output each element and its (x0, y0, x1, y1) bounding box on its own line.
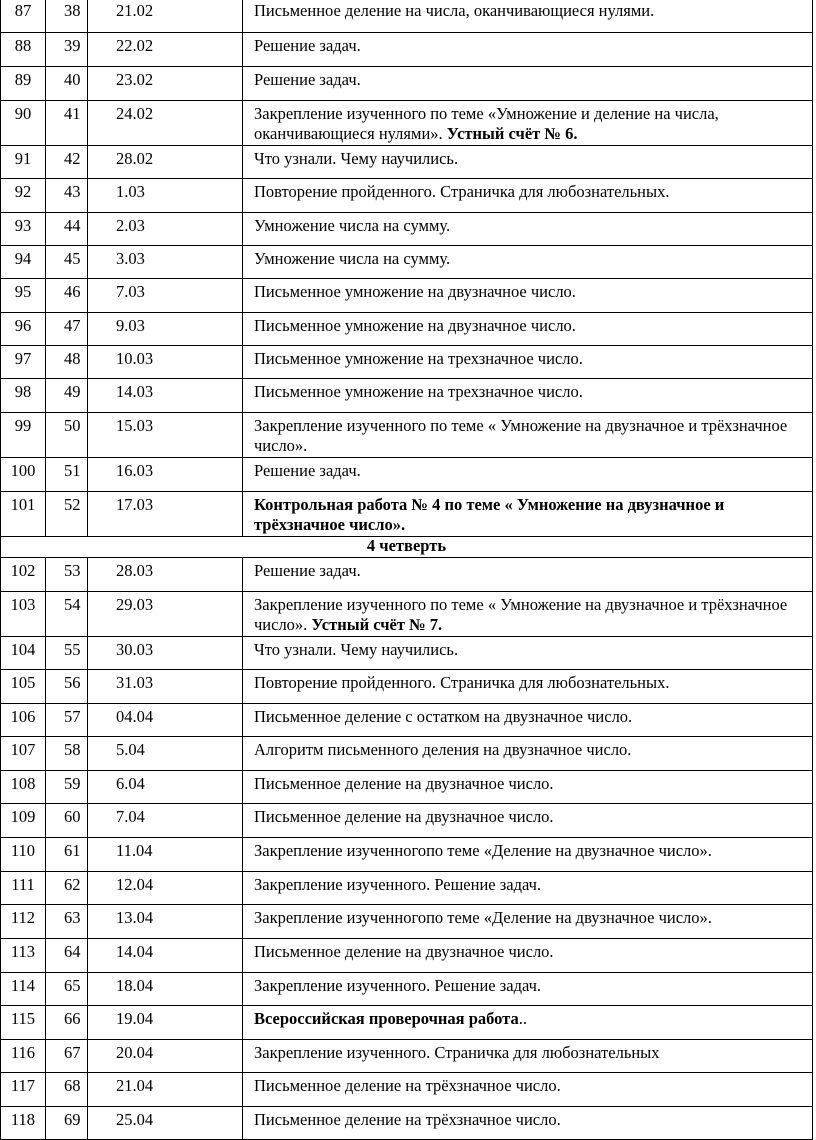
lesson-number: 106 (1, 704, 46, 737)
topic-text: Письменное умножение на двузначное число. (254, 282, 576, 301)
lesson-topic-text (254, 942, 812, 962)
lesson-date: 3.03 (88, 246, 243, 279)
topic-number: 45 (46, 246, 88, 279)
lesson-number: 101 (1, 492, 46, 537)
table-row (1, 1073, 813, 1107)
lesson-number: 98 (1, 379, 46, 413)
lesson-number: 100 (1, 458, 46, 492)
lesson-topic (243, 492, 813, 537)
topic-number: 51 (46, 458, 88, 492)
topic-number: 54 (46, 592, 88, 637)
lesson-topic-text (254, 249, 812, 269)
topic-text: Закрепление изученного. Страничка для любознательных (254, 1043, 660, 1062)
quarter-header-row (1, 537, 813, 558)
lesson-topic (243, 413, 813, 458)
lesson-number: 93 (1, 213, 46, 246)
table-row (1, 771, 813, 804)
lesson-topic (243, 838, 813, 872)
lesson-topic (243, 101, 813, 146)
lesson-topic (243, 246, 813, 279)
topic-text: Письменное умножение на трехзначное число. (254, 349, 583, 368)
lesson-topic-text (254, 70, 812, 90)
lesson-number: 110 (1, 838, 46, 872)
lesson-number: 112 (1, 905, 46, 939)
table-row (1, 67, 813, 101)
lesson-topic (243, 313, 813, 346)
topic-bold-text: Устный счёт № 6. (446, 124, 578, 143)
topic-number: 49 (46, 379, 88, 413)
lesson-date: 21.04 (88, 1073, 243, 1107)
lesson-topic (243, 0, 813, 33)
lesson-date: 16.03 (88, 458, 243, 492)
lesson-date: 22.02 (88, 33, 243, 67)
lesson-date: 28.03 (88, 558, 243, 592)
lesson-topic (243, 872, 813, 905)
topic-text: Умножение числа на сумму. (254, 216, 451, 235)
lesson-topic (243, 637, 813, 670)
topic-text: Решение задач. (254, 461, 361, 480)
lesson-topic (243, 213, 813, 246)
lesson-topic (243, 179, 813, 213)
lesson-topic (243, 67, 813, 101)
lesson-topic (243, 905, 813, 939)
lesson-topic-text (254, 416, 812, 456)
topic-text: Закрепление изученного. Решение задач. (254, 976, 542, 995)
lesson-date: 13.04 (88, 905, 243, 939)
table-row (1, 279, 813, 313)
lesson-date: 5.04 (88, 737, 243, 771)
table-row (1, 213, 813, 246)
topic-number: 65 (46, 973, 88, 1006)
table-row (1, 737, 813, 771)
lesson-number: 116 (1, 1040, 46, 1073)
lesson-number: 107 (1, 737, 46, 771)
lesson-topic (243, 146, 813, 179)
lesson-topic-text (254, 316, 812, 336)
topic-number: 56 (46, 670, 88, 704)
topic-number: 62 (46, 872, 88, 905)
lesson-number: 108 (1, 771, 46, 804)
lesson-number: 97 (1, 346, 46, 379)
topic-text: Письменное умножение на двузначное число. (254, 316, 576, 335)
lesson-number: 96 (1, 313, 46, 346)
topic-text: Закрепление изученного по теме « Умножение на двузначное и трёхзначное число». (254, 595, 788, 634)
lesson-topic-text (254, 182, 812, 202)
topic-number: 38 (46, 0, 88, 33)
lesson-topic-text (254, 282, 812, 302)
topic-text: Письменное умножение на трехзначное число. (254, 382, 583, 401)
lesson-topic-text (254, 1076, 812, 1096)
lesson-date: 12.04 (88, 872, 243, 905)
lesson-topic-text (254, 841, 812, 861)
topic-number: 59 (46, 771, 88, 804)
topic-text: .. (518, 1009, 527, 1028)
lesson-date: 14.03 (88, 379, 243, 413)
topic-text: Что узнали. Чему научились. (254, 149, 459, 168)
topic-text: Закрепление изученного по теме «Умножение и деление на числа, оканчивающиеся нулями». (254, 104, 719, 143)
lesson-date: 7.04 (88, 804, 243, 838)
lesson-topic-text (254, 707, 812, 727)
lesson-topic (243, 737, 813, 771)
lesson-topic-text (254, 1009, 812, 1029)
topic-number: 68 (46, 1073, 88, 1107)
lesson-topic (243, 279, 813, 313)
lesson-number: 103 (1, 592, 46, 637)
topic-text: Письменное деление на двузначное число. (254, 942, 554, 961)
lesson-topic (243, 670, 813, 704)
topic-text: Письменное деление на трёхзначное число. (254, 1110, 561, 1129)
lesson-date: 30.03 (88, 637, 243, 670)
lesson-topic-text (254, 1043, 812, 1063)
lesson-date: 19.04 (88, 1006, 243, 1040)
topic-number: 46 (46, 279, 88, 313)
topic-number: 53 (46, 558, 88, 592)
table-row (1, 670, 813, 704)
topic-text: Алгоритм письменного деления на двузначное число. (254, 740, 632, 759)
lesson-topic-text (254, 149, 812, 169)
lesson-topic (243, 704, 813, 737)
lesson-number: 90 (1, 101, 46, 146)
lesson-date: 21.02 (88, 0, 243, 33)
table-row (1, 101, 813, 146)
topic-number: 47 (46, 313, 88, 346)
table-row (1, 1107, 813, 1140)
table-row (1, 637, 813, 670)
topic-text: Письменное деление на трёхзначное число. (254, 1076, 561, 1095)
lesson-date: 1.03 (88, 179, 243, 213)
lesson-date: 28.02 (88, 146, 243, 179)
lesson-topic-text (254, 1110, 812, 1130)
table-row (1, 33, 813, 67)
lesson-topic (243, 1107, 813, 1140)
table-row (1, 872, 813, 905)
topic-number: 67 (46, 1040, 88, 1073)
lesson-topic-text (254, 36, 812, 56)
lesson-topic (243, 592, 813, 637)
lesson-date: 25.04 (88, 1107, 243, 1140)
topic-text: Что узнали. Чему научились. (254, 640, 459, 659)
lesson-topic-text (254, 382, 812, 402)
lesson-date: 31.03 (88, 670, 243, 704)
lesson-number: 104 (1, 637, 46, 670)
lesson-number: 118 (1, 1107, 46, 1140)
lesson-topic-text (254, 349, 812, 369)
topic-number: 42 (46, 146, 88, 179)
topic-text: Закрепление изученногопо теме «Деление на двузначное число». (254, 841, 712, 860)
lesson-topic (243, 558, 813, 592)
topic-number: 69 (46, 1107, 88, 1140)
topic-number: 64 (46, 939, 88, 973)
lesson-date: 7.03 (88, 279, 243, 313)
lesson-topic (243, 973, 813, 1006)
lesson-topic (243, 771, 813, 804)
topic-text: Письменное деление на двузначное число. (254, 774, 554, 793)
lesson-date: 10.03 (88, 346, 243, 379)
lesson-topic (243, 346, 813, 379)
topic-text: Закрепление изученногопо теме «Деление на двузначное число». (254, 908, 712, 927)
table-row (1, 704, 813, 737)
table-row (1, 379, 813, 413)
table-row (1, 939, 813, 973)
lesson-topic-text (254, 1, 812, 21)
topic-text: Решение задач. (254, 70, 361, 89)
lesson-topic (243, 939, 813, 973)
topic-number: 43 (46, 179, 88, 213)
lesson-topic (243, 1073, 813, 1107)
lesson-date: 9.03 (88, 313, 243, 346)
table-row (1, 492, 813, 537)
topic-bold-text: Устный счёт № 7. (311, 615, 443, 634)
lesson-topic-text (254, 216, 812, 236)
topic-number: 58 (46, 737, 88, 771)
table-row (1, 1006, 813, 1040)
lesson-number: 117 (1, 1073, 46, 1107)
topic-number: 41 (46, 101, 88, 146)
topic-text: Письменное деление на числа, оканчивающиеся нулями. (254, 1, 655, 20)
table-row (1, 313, 813, 346)
lesson-topic (243, 804, 813, 838)
lesson-topic-text (254, 740, 812, 760)
topic-number: 60 (46, 804, 88, 838)
lesson-topic-text (254, 561, 812, 581)
topic-text: Повторение пройденного. Страничка для любознательных. (254, 182, 670, 201)
lesson-date: 11.04 (88, 838, 243, 872)
table-row (1, 346, 813, 379)
topic-number: 55 (46, 637, 88, 670)
topic-number: 63 (46, 905, 88, 939)
topic-bold-text: Всероссийская проверочная работа (254, 1009, 519, 1028)
lesson-date: 24.02 (88, 101, 243, 146)
lesson-topic (243, 1006, 813, 1040)
lesson-number: 91 (1, 146, 46, 179)
lesson-topic-text (254, 875, 812, 895)
lesson-date: 6.04 (88, 771, 243, 804)
lesson-number: 109 (1, 804, 46, 838)
lesson-topic-text (254, 908, 812, 928)
lesson-topic (243, 379, 813, 413)
lesson-number: 87 (1, 0, 46, 33)
topic-text: Повторение пройденного. Страничка для любознательных. (254, 673, 670, 692)
lesson-number: 102 (1, 558, 46, 592)
table-row (1, 413, 813, 458)
lesson-topic-text (254, 104, 812, 144)
lesson-topic (243, 458, 813, 492)
topic-text: Решение задач. (254, 36, 361, 55)
table-row (1, 458, 813, 492)
table-row (1, 179, 813, 213)
lesson-topic-text (254, 495, 812, 535)
lesson-topic (243, 33, 813, 67)
lesson-topic-text (254, 640, 812, 660)
topic-number: 50 (46, 413, 88, 458)
table-row (1, 246, 813, 279)
table-row (1, 804, 813, 838)
topic-number: 61 (46, 838, 88, 872)
lesson-topic-text (254, 976, 812, 996)
lesson-date: 29.03 (88, 592, 243, 637)
topic-number: 66 (46, 1006, 88, 1040)
table-row (1, 592, 813, 637)
topic-number: 57 (46, 704, 88, 737)
table-row (1, 1040, 813, 1073)
topic-number: 44 (46, 213, 88, 246)
quarter-title: 4 четверть (1, 537, 813, 558)
topic-text: Закрепление изученного по теме « Умножение на двузначное и трёхзначное число». (254, 416, 788, 455)
topic-text: Письменное деление на двузначное число. (254, 807, 554, 826)
lesson-number: 111 (1, 872, 46, 905)
table-row (1, 558, 813, 592)
lesson-date: 14.04 (88, 939, 243, 973)
topic-bold-text: Контрольная работа № 4 по теме « Умножение на двузначное и трёхзначное число». (254, 495, 725, 534)
lesson-date: 17.03 (88, 492, 243, 537)
topic-text: Закрепление изученного. Решение задач. (254, 875, 542, 894)
lesson-number: 114 (1, 973, 46, 1006)
table-row (1, 0, 813, 33)
lesson-number: 113 (1, 939, 46, 973)
lesson-number: 115 (1, 1006, 46, 1040)
topic-text: Письменное деление с остатком на двузначное число. (254, 707, 633, 726)
lesson-date: 15.03 (88, 413, 243, 458)
lesson-topic-text (254, 461, 812, 481)
lesson-date: 23.02 (88, 67, 243, 101)
lesson-topic-text (254, 774, 812, 794)
lesson-number: 89 (1, 67, 46, 101)
table-row (1, 838, 813, 872)
lesson-topic-text (254, 673, 812, 693)
lesson-topic-text (254, 807, 812, 827)
lesson-plan-body (1, 0, 813, 1140)
lesson-number: 92 (1, 179, 46, 213)
lesson-date: 18.04 (88, 973, 243, 1006)
lesson-number: 88 (1, 33, 46, 67)
topic-text: Умножение числа на сумму. (254, 249, 451, 268)
lesson-number: 94 (1, 246, 46, 279)
lesson-number: 95 (1, 279, 46, 313)
lesson-date: 20.04 (88, 1040, 243, 1073)
topic-number: 52 (46, 492, 88, 537)
lesson-number: 105 (1, 670, 46, 704)
table-row (1, 146, 813, 179)
lesson-topic (243, 1040, 813, 1073)
topic-number: 39 (46, 33, 88, 67)
lesson-topic-text (254, 595, 812, 635)
topic-text: Решение задач. (254, 561, 361, 580)
table-row (1, 905, 813, 939)
lesson-number: 99 (1, 413, 46, 458)
table-row (1, 973, 813, 1006)
lesson-date: 04.04 (88, 704, 243, 737)
lesson-date: 2.03 (88, 213, 243, 246)
topic-number: 40 (46, 67, 88, 101)
topic-number: 48 (46, 346, 88, 379)
